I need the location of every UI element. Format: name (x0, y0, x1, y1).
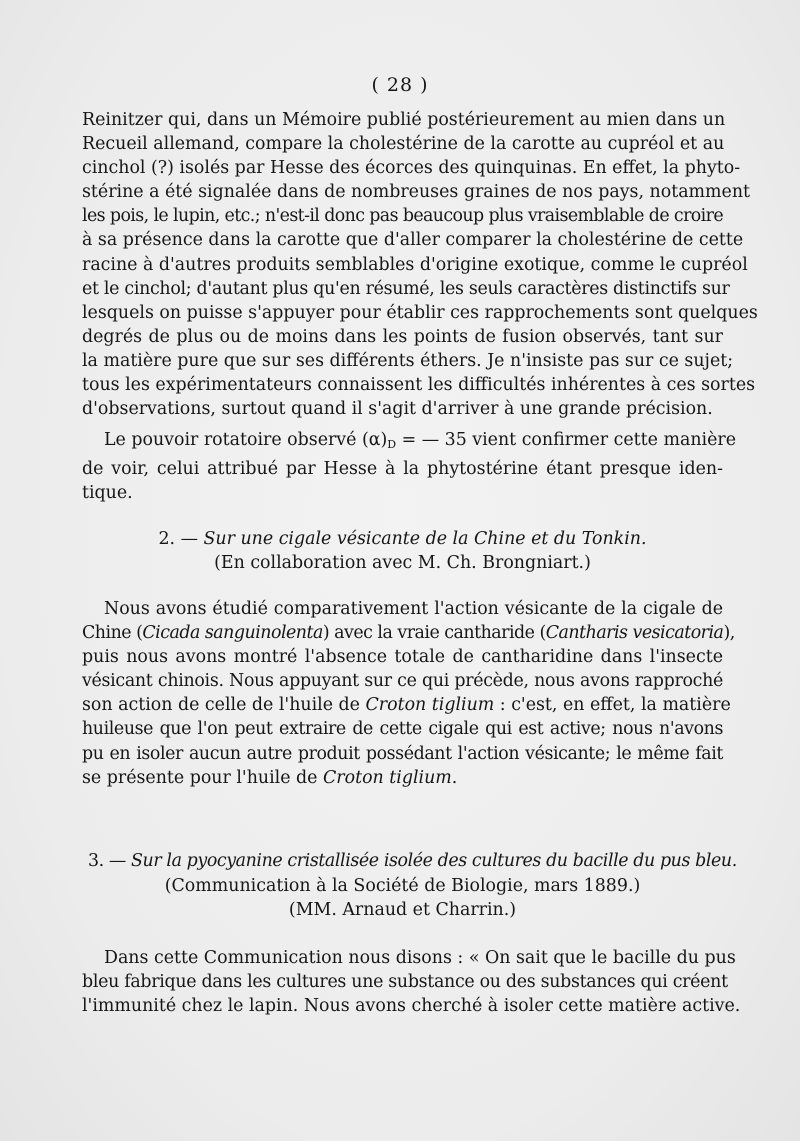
paragraph-line: à sa présence dans la carotte que d'aller comparer la cholestérine de cette (82, 230, 744, 251)
paragraph-line: Dans cette Communication nous disons : « On sait que le bacille du pus (104, 948, 736, 968)
paragraph-line: Recueil allemand, compare la cholestérine de la carotte au cupréol et au (82, 134, 725, 155)
paragraph-line: racine à d'autres produits semblables d'origine exotique, comme le cupréol (82, 254, 748, 275)
text-run: : c'est, en effet, la matière (494, 695, 731, 716)
paragraph-1 (82, 108, 758, 421)
section-3-subtitle-1: (Communication à la Société de Biologie, mars 1889.) (164, 876, 641, 896)
section-3-title: Sur la pyocyanine cristallisée isolée des cultures du bacille du pus bleu. (131, 851, 737, 871)
paragraph-line: cinchol (?) isolés par Hesse des écorces des quinquinas. En effet, la phyto- (82, 158, 741, 179)
paragraph-line: les pois, le lupin, etc.; n'est-il donc pas beaucoup plus vraisemblable de croire (82, 206, 724, 227)
text-run: son action de celle de l'huile de (82, 695, 366, 716)
paragraph-2 (82, 428, 736, 505)
text-run: Chine ( (82, 623, 143, 644)
section-2-heading (82, 527, 723, 551)
section-3-number: 3. — (88, 851, 132, 871)
species-name: Cantharis vesicatoria (545, 623, 724, 644)
paragraph-line: de voir, celui attribué par Hesse à la phytostérine étant presque iden- (82, 459, 723, 480)
section-2-title: Sur une cigale vésicante de la Chine et du Tonkin. (203, 529, 647, 549)
paragraph-line: puis nous avons montré l'absence totale de cantharidine dans l'insecte (82, 647, 723, 668)
paragraph-line (82, 428, 736, 457)
paragraph-line: d'observations, surtout quand il s'agit d'arriver à une grande précision. (82, 399, 713, 420)
paragraph-line: la matière pure que sur ses différents éthers. Je n'insiste pas sur ce sujet; (82, 350, 734, 371)
text-run: se présente pour l'huile de (82, 767, 323, 788)
paragraph-line: tique. (82, 483, 133, 504)
paragraph-line: l'immunité chez le lapin. Nous avons cherché à isoler cette matière active. (82, 996, 741, 1017)
rotation-text-end: = — 35 vient confirmer cette manière (396, 430, 736, 450)
paragraph-line: pu en isoler aucun autre produit possédant l'action vésicante; le même fait (82, 743, 723, 764)
rotation-subscript: D (387, 438, 397, 451)
paragraph-line (82, 621, 735, 645)
paragraph-line: Reinitzer qui, dans un Mémoire publié postérieurement au mien dans un (82, 110, 726, 130)
paragraph-line: lesquels on puisse s'appuyer pour établir ces rapprochements sont quelques (82, 302, 758, 323)
paragraph-line: et le cinchol; d'autant plus qu'en résumé, les seuls caractères distinctifs sur (82, 278, 730, 299)
rotation-text-start: Le pouvoir rotatoire observé (α) (104, 430, 388, 450)
paragraph-line: tous les expérimentateurs connaissent les difficultés inhérentes à ces sortes (82, 375, 756, 396)
page-number: ( 28 ) (371, 74, 429, 96)
species-name: Croton tiglium (365, 695, 495, 716)
section-3-heading (88, 849, 737, 873)
section-3-subtitle-2: (MM. Arnaud et Charrin.) (288, 900, 517, 920)
text-run: . (451, 767, 458, 788)
section-2-number: 2. — (158, 529, 204, 549)
paragraph-4 (82, 946, 741, 1018)
section-2-subtitle: (En collaboration avec M. Ch. Brongniart.) (214, 553, 591, 573)
text-run: ) avec la vraie cantharide ( (322, 623, 546, 644)
species-name: Croton tiglium (323, 767, 452, 788)
paragraph-line (82, 766, 723, 790)
paragraph-line: bleu fabrique dans les cultures une substance ou des substances qui créent (82, 972, 728, 993)
paragraph-line: huileuse que l'on peut extraire de cette cigale qui est active; nous n'avons (82, 719, 723, 740)
text-run: ), (723, 623, 735, 644)
species-name: Cicada sanguinolenta (142, 623, 323, 644)
paragraph-line: stérine a été signalée dans de nombreuses graines de nos pays, notamment (82, 182, 751, 203)
paragraph-line (82, 693, 731, 717)
paragraph-line: degrés de plus ou de moins dans les points de fusion observés, tant sur (82, 326, 723, 347)
paragraph-3 (82, 597, 735, 790)
paragraph-line: Nous avons étudié comparativement l'action vésicante de la cigale de (104, 599, 723, 619)
paragraph-line: vésicant chinois. Nous appuyant sur ce qui précède, nous avons rapproché (82, 671, 723, 692)
